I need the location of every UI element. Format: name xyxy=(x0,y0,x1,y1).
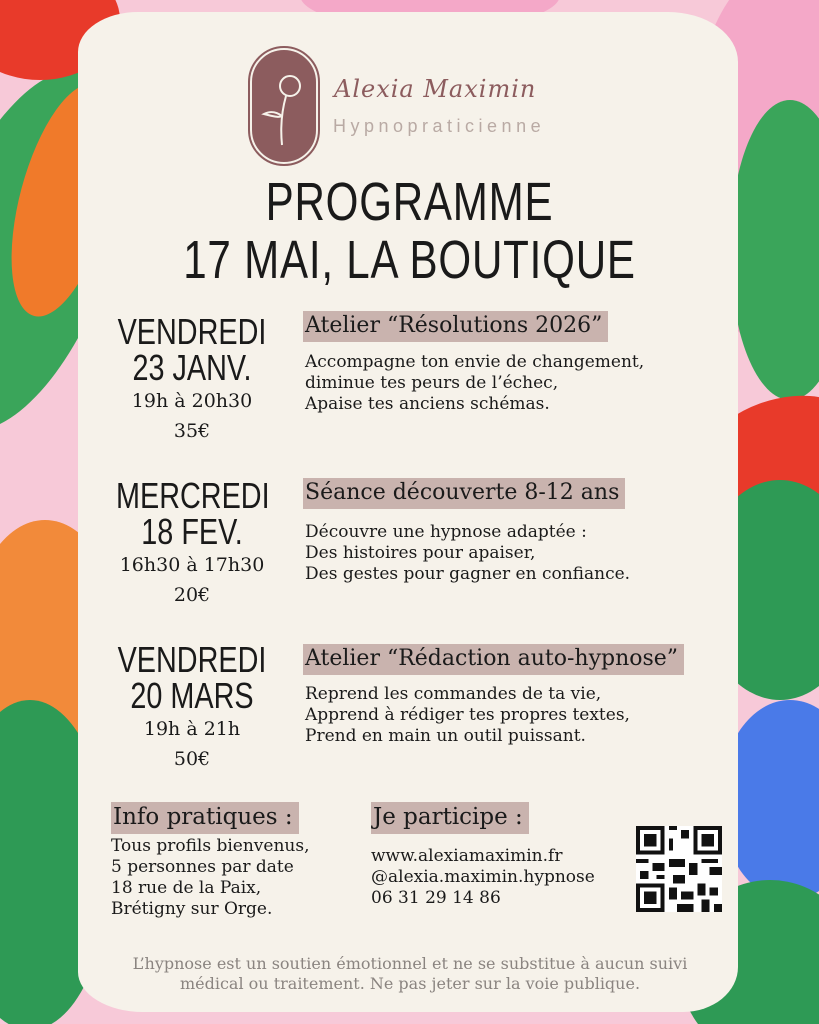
disclaimer-line: médical ou traitement. Ne pas jeter sur la voie publique. xyxy=(179,974,641,993)
desc-line: Reprend les commandes de ta vie, xyxy=(305,684,602,704)
desc-line: Apprend à rédiger tes propres textes, xyxy=(305,705,630,725)
event-description xyxy=(305,522,630,585)
brand-subtitle: Hypnopraticienne xyxy=(333,116,546,136)
brand-name: Alexia Maximin xyxy=(334,75,537,103)
event-price: 35€ xyxy=(173,420,211,442)
qr-code-icon xyxy=(636,826,722,912)
contact-title: Je participe : xyxy=(371,802,529,834)
event-day: VENDREDI xyxy=(117,311,267,352)
website-link[interactable]: www.alexiamaximin.fr xyxy=(371,846,563,866)
event-date: 18 FEV. xyxy=(141,511,243,552)
event-day: VENDREDI xyxy=(117,639,267,680)
event-date: 20 MARS xyxy=(130,675,254,716)
desc-line: Des gestes pour gagner en confiance. xyxy=(305,564,631,584)
event-description xyxy=(305,684,630,747)
event-date-2 xyxy=(97,475,287,610)
instagram-handle[interactable]: @alexia.maximin.hypnose xyxy=(371,867,595,887)
contact-section xyxy=(371,804,595,909)
event-price: 50€ xyxy=(173,748,211,770)
event-title: Atelier “Rédaction auto-hypnose” xyxy=(303,644,684,675)
event-time: 19h à 20h30 xyxy=(131,390,253,412)
desc-line: Apaise tes anciens schémas. xyxy=(305,394,550,414)
info-section xyxy=(111,804,310,920)
event-day: MERCREDI xyxy=(116,475,270,516)
page-subtitle: 17 MAI, LA BOUTIQUE xyxy=(183,230,636,290)
info-line: Tous profils bienvenus, xyxy=(111,836,310,856)
info-title: Info pratiques : xyxy=(111,802,299,834)
desc-line: Des histoires pour apaiser, xyxy=(305,543,536,563)
event-price: 20€ xyxy=(173,584,211,606)
event-date-1 xyxy=(97,311,287,446)
info-line: Brétigny sur Orge. xyxy=(111,899,273,919)
event-title: Atelier “Résolutions 2026” xyxy=(303,311,608,342)
desc-line: Prend en main un outil puissant. xyxy=(305,726,586,746)
desc-line: diminue tes peurs de l’échec, xyxy=(305,373,559,393)
info-line: 5 personnes par date xyxy=(111,857,294,877)
event-time: 16h30 à 17h30 xyxy=(119,554,265,576)
phone-number: 06 31 29 14 86 xyxy=(371,888,501,908)
event-title: Séance découverte 8-12 ans xyxy=(303,478,625,509)
info-line: 18 rue de la Paix, xyxy=(111,878,262,898)
desc-line: Accompagne ton envie de changement, xyxy=(305,352,645,372)
flower-logo-icon xyxy=(250,48,318,164)
disclaimer-line: L’hypnose est un soutien émotionnel et ne se substitue à aucun suivi xyxy=(132,954,688,973)
event-description xyxy=(305,352,644,415)
event-date: 23 JANV. xyxy=(132,347,252,388)
page-title: PROGRAMME xyxy=(265,172,554,232)
desc-line: Découvre une hypnose adaptée : xyxy=(305,522,587,542)
event-time: 19h à 21h xyxy=(143,718,241,740)
disclaimer xyxy=(90,954,730,994)
event-date-3 xyxy=(97,639,287,774)
